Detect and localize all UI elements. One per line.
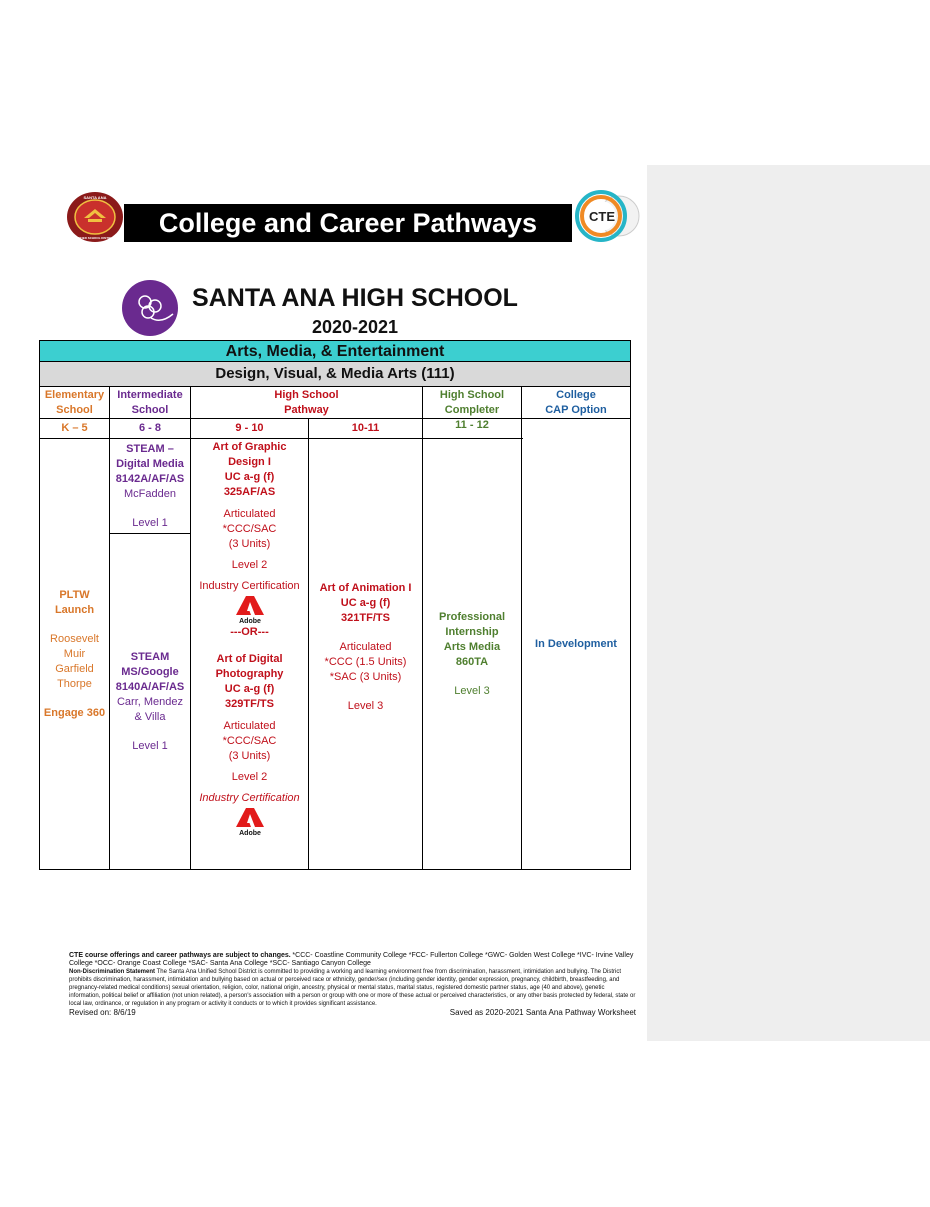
articulation: *CCC (1.5 Units) xyxy=(324,656,407,668)
footer-colleges: *CCC- Coastline Community College *FCC- Fullerton College *GWC- Golden West College *IVC- Irvine Valley College *OCC- Orange Coast College *SAC- Santa Ana College *SCC- Santiago Canyon College xyxy=(69,952,634,967)
elementary-school: Garfield xyxy=(55,663,94,675)
college-status: In Development xyxy=(535,638,617,650)
course-code: 860TA xyxy=(455,656,489,668)
elementary-school: Roosevelt xyxy=(50,633,99,645)
intermediate-course-1 xyxy=(110,442,190,531)
elementary-program3: Engage 360 xyxy=(43,707,106,719)
header-college-line1: College xyxy=(556,389,596,401)
course-code: 329TF/TS xyxy=(225,698,274,710)
header-highschool-line2: Pathway xyxy=(284,404,329,416)
footer-nd-text: The Santa Ana Unified School District is committed to providing a working and learning environment free from discrimination, harassment, intimidation and bullying. The District prohibits discrimination, harassment, intimidation and bullying based on actual or perceived race or ethnicity, gender/sex (including gender identity, gender expression, pregnancy, childbirth, breastfeeding, and pregnancy-related medical conditions) sexual orientation, religion, color, national origin, ancestry, physical or mental status, marital status, registered domestic partner status, age (40 and above), genetic information, political belief or affiliation (not union related), a person's association with a person or group with one or more of these actual or perceived characteristics, or any other basis protected by federal, state or local law, ordinance, or regulation in any program or activity it conducts or to which it provides significant assistance. xyxy=(69,969,636,1007)
course-level: Level 3 xyxy=(347,700,384,712)
header-completer-line1: High School xyxy=(439,389,505,401)
industry-certification: Industry Certification xyxy=(199,792,300,804)
header-college-line2: CAP Option xyxy=(545,404,607,416)
course-teacher: Carr, Mendez xyxy=(116,696,184,708)
articulation: *CCC/SAC xyxy=(222,523,277,535)
course-name: STEAM xyxy=(130,651,170,663)
grid-bottom xyxy=(39,869,631,870)
pathway-name: Design, Visual, & Media Arts (111) xyxy=(39,362,631,387)
grade-10-11-content xyxy=(309,581,422,714)
footer-lead: CTE course offerings and career pathways are subject to changes. xyxy=(69,952,291,959)
completer-content xyxy=(423,610,521,699)
school-year: 2020-2021 xyxy=(311,317,399,337)
course-name: Art of Digital xyxy=(216,653,283,665)
course-code: 321TF/TS xyxy=(341,612,390,624)
revised-date: Revised on: 8/6/19 xyxy=(69,1008,136,1017)
grade-elementary: K – 5 xyxy=(61,422,88,434)
side-panel xyxy=(647,165,930,1041)
grid-header-bottom xyxy=(39,418,631,419)
grade-intermediate: 6 - 8 xyxy=(138,422,161,434)
grid-right xyxy=(630,387,631,870)
grade-9-10-content xyxy=(191,440,308,841)
course-name: Internship xyxy=(445,626,499,638)
grade-10-11: 10-11 xyxy=(351,422,380,434)
course-level: Level 1 xyxy=(132,740,168,752)
header-intermediate xyxy=(110,388,190,418)
banner-title: College and Career Pathways xyxy=(124,204,572,242)
articulation: Articulated xyxy=(223,720,276,732)
header-completer xyxy=(423,388,521,418)
school-name: SANTA ANA HIGH SCHOOL xyxy=(192,284,518,312)
elementary-program2: Launch xyxy=(54,604,95,616)
course-level: Level 2 xyxy=(231,771,268,783)
header-completer-line2: Completer xyxy=(444,404,500,416)
course-name: MS/Google xyxy=(121,666,179,678)
cte-logo xyxy=(571,189,641,243)
adobe-logo-icon xyxy=(236,596,264,624)
saved-as: Saved as 2020-2021 Santa Ana Pathway Worksheet xyxy=(449,1008,636,1017)
header-elementary-line1: Elementary xyxy=(44,389,105,401)
district-logo-text-top: SANTA ANA xyxy=(83,195,107,200)
district-logo xyxy=(66,191,124,243)
industry-certification: Industry Certification xyxy=(199,580,300,592)
course-name: STEAM – xyxy=(126,443,174,455)
course-ucag: UC a-g (f) xyxy=(224,683,275,695)
adobe-logo-text: Adobe xyxy=(238,618,261,624)
course-level: Level 2 xyxy=(231,559,268,571)
course-ucag: UC a-g (f) xyxy=(340,597,391,609)
course-code: 8140A/AF/AS xyxy=(115,681,185,693)
elementary-program1: PLTW xyxy=(59,589,90,601)
grid-grade-bottom xyxy=(39,438,523,439)
adobe-logo-text: Adobe xyxy=(238,830,261,836)
header-intermediate-line2: School xyxy=(131,404,169,416)
intermediate-course-2 xyxy=(110,650,190,754)
grade-9-10: 9 - 10 xyxy=(235,422,264,434)
film-reel-icon xyxy=(121,280,179,336)
cte-logo-text: CTE xyxy=(589,209,615,224)
header-elementary xyxy=(40,388,109,418)
course-code: 325AF/AS xyxy=(223,486,276,498)
district-logo-text-bottom: UNIFIED SCHOOL DISTRICT xyxy=(74,236,116,240)
footer-nd-title: Non-Discrimination Statement xyxy=(69,969,156,975)
course-name: Professional xyxy=(438,611,506,623)
articulation: *SAC (3 Units) xyxy=(329,671,402,683)
course-level: Level 3 xyxy=(454,685,490,697)
course-code: 8142A/AF/AS xyxy=(115,473,185,485)
course-name: Arts Media xyxy=(443,641,501,653)
course-ucag: UC a-g (f) xyxy=(224,471,275,483)
elementary-school: Muir xyxy=(63,648,86,660)
header-highschool-line1: High School xyxy=(274,389,339,401)
or-separator: ---OR--- xyxy=(230,626,269,638)
course-name: Design I xyxy=(228,456,271,468)
elementary-school: Thorpe xyxy=(57,678,92,690)
header-college xyxy=(522,388,630,418)
header-highschool xyxy=(191,388,422,418)
articulation-units: (3 Units) xyxy=(228,538,271,550)
course-teacher: McFadden xyxy=(124,488,176,500)
course-name: Digital Media xyxy=(116,458,184,470)
grid-col-5 xyxy=(521,387,522,870)
articulation: Articulated xyxy=(223,508,276,520)
grade-11-12: 11 - 12 xyxy=(455,419,489,431)
articulation-units: (3 Units) xyxy=(228,750,271,762)
articulation: *CCC/SAC xyxy=(222,735,277,747)
industry-sector: Arts, Media, & Entertainment xyxy=(39,340,631,362)
header-intermediate-line1: Intermediate xyxy=(117,389,183,401)
course-teacher: & Villa xyxy=(134,711,166,723)
header-elementary-line2: School xyxy=(56,404,93,416)
course-name: Photography xyxy=(215,668,284,680)
footer-notes xyxy=(69,952,636,1008)
course-name: Art of Animation I xyxy=(319,582,412,594)
course-level: Level 1 xyxy=(132,517,168,529)
elementary-content xyxy=(40,588,109,721)
grid-intermediate-split xyxy=(109,533,190,534)
adobe-logo-icon xyxy=(236,808,264,836)
course-name: Art of Graphic xyxy=(212,441,287,453)
articulation: Articulated xyxy=(339,641,392,653)
